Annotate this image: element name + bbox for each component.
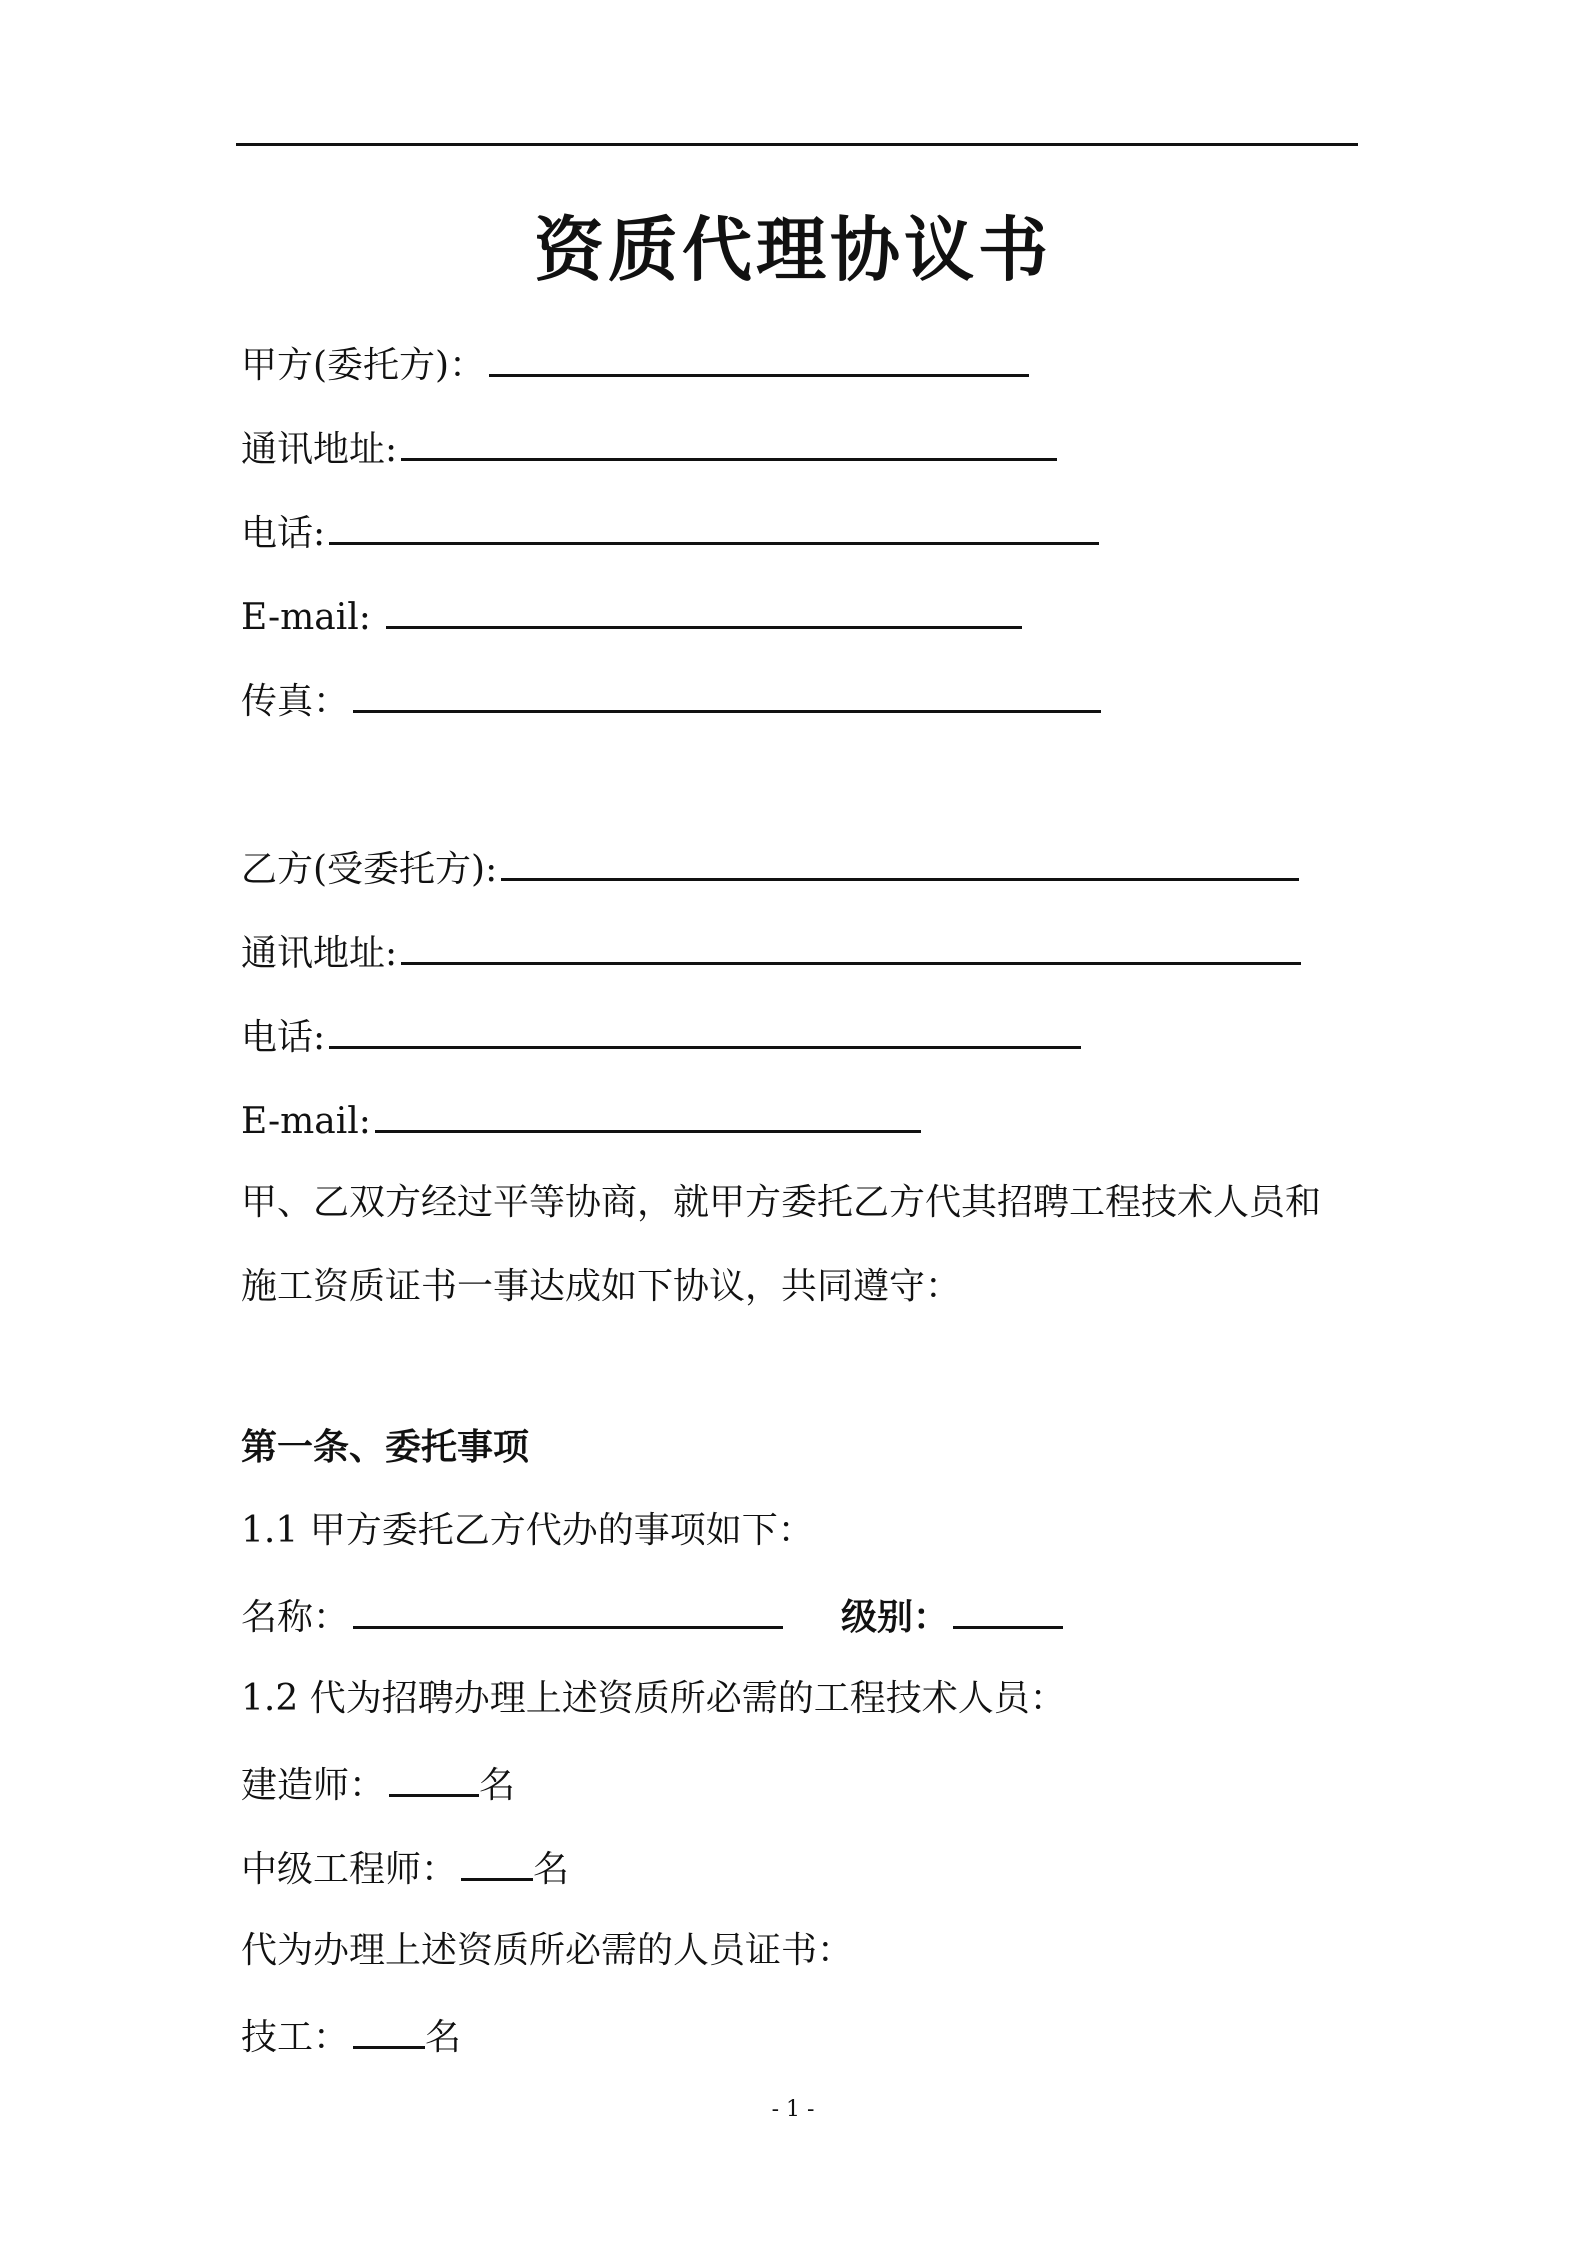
party-a-address-line xyxy=(241,422,1057,475)
party-b-address-label: 通讯地址: xyxy=(241,933,398,974)
builder-line xyxy=(241,1758,515,1811)
name-level-line xyxy=(241,1590,1063,1643)
cert-line: 代为办理上述资质所必需的人员证书： xyxy=(241,1930,854,1971)
party-a-email-line xyxy=(241,590,1022,643)
party-b-address-line xyxy=(241,926,1301,979)
mid-engineer-count-unit: 名 xyxy=(533,1849,570,1890)
page-number: - 1 - xyxy=(771,2097,815,2122)
intro-line-1: 甲、乙双方经过平等协商，就甲方委托乙方代其招聘工程技术人员和 xyxy=(241,1182,1322,1223)
builder-label: 建造师： xyxy=(241,1765,386,1806)
party-b-phone-label: 电话: xyxy=(241,1017,326,1058)
builder-count-field[interactable] xyxy=(389,1758,479,1797)
item-1-2: 1.2 代为招聘办理上述资质所必需的工程技术人员： xyxy=(241,1678,1066,1719)
party-b-email-field[interactable] xyxy=(375,1094,921,1133)
party-a-fax-line xyxy=(241,674,1101,727)
name-field[interactable] xyxy=(353,1590,783,1629)
party-b-email-line xyxy=(241,1094,921,1147)
item-1-1: 1.1 甲方委托乙方代办的事项如下： xyxy=(241,1510,814,1551)
technician-line xyxy=(241,2010,461,2063)
party-b-name-label: 乙方(受委托方): xyxy=(241,849,498,890)
mid-engineer-line xyxy=(241,1842,569,1895)
builder-count-unit: 名 xyxy=(479,1765,516,1806)
intro-line-2: 施工资质证书一事达成如下协议，共同遵守： xyxy=(241,1266,962,1307)
name-label: 名称： xyxy=(241,1597,350,1638)
party-a-address-label: 通讯地址: xyxy=(241,429,398,470)
party-b-name-field[interactable] xyxy=(501,842,1299,881)
level-field[interactable] xyxy=(953,1590,1063,1629)
party-a-fax-field[interactable] xyxy=(353,674,1101,713)
party-a-name-field[interactable] xyxy=(489,338,1029,377)
party-b-email-label: E-mail: xyxy=(241,1101,371,1142)
party-a-name-line xyxy=(241,338,1029,391)
party-b-name-line xyxy=(241,842,1299,895)
document-title: 资质代理协议书 xyxy=(534,208,1052,291)
header-rule xyxy=(236,143,1358,146)
party-b-address-field[interactable] xyxy=(401,926,1301,965)
party-a-fax-label: 传真： xyxy=(241,681,350,722)
party-a-address-field[interactable] xyxy=(401,422,1057,461)
party-b-phone-field[interactable] xyxy=(329,1010,1081,1049)
party-a-email-label: E-mail: xyxy=(241,597,383,638)
level-label: 级别： xyxy=(841,1596,950,1638)
party-b-phone-line xyxy=(241,1010,1081,1063)
party-a-phone-field[interactable] xyxy=(329,506,1099,545)
party-a-email-field[interactable] xyxy=(386,590,1022,629)
party-a-name-label: 甲方(委托方)： xyxy=(241,345,486,386)
party-a-phone-label: 电话: xyxy=(241,513,326,554)
technician-count-unit: 名 xyxy=(425,2017,462,2058)
mid-engineer-label: 中级工程师： xyxy=(241,1849,458,1890)
mid-engineer-count-field[interactable] xyxy=(461,1842,533,1881)
technician-label: 技工： xyxy=(241,2017,350,2058)
technician-count-field[interactable] xyxy=(353,2010,425,2049)
article-1-heading: 第一条、委托事项 xyxy=(241,1426,530,1468)
party-a-phone-line xyxy=(241,506,1099,559)
